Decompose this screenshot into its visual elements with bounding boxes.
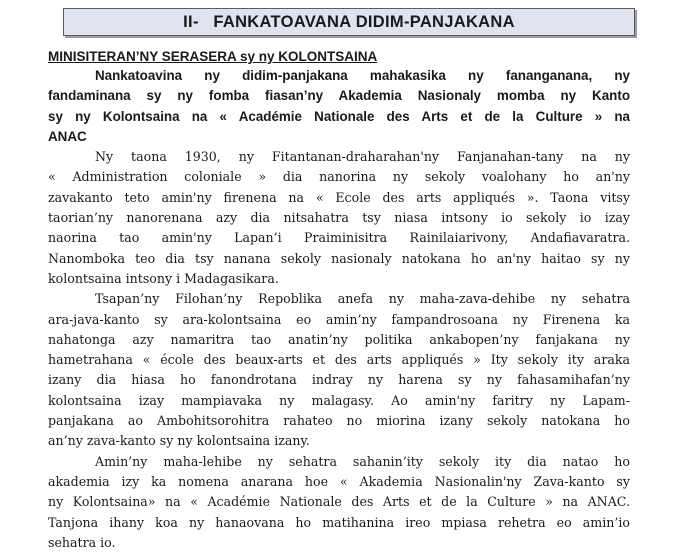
text-line: taorian’ny nanorenana azy dia nitsahatra tsy niasa intsony io sekoly io izay [48,210,630,226]
text-line: « Administration coloniale » dia nanorina ny sekoly voalohany ho an'ny [48,169,630,185]
text-line: Tanjona ihany koa ny hanaovana ho matihanina ireo mpiasa rehetra eo amin’io [48,514,630,530]
section-heading: MINISITERAN’NY SERASERA sy ny KOLONTSAINA [48,49,378,64]
text-line: sehatra io. [48,534,116,550]
text-line: sy ny Kolontsaina na « Académie Nationale des Arts et de la Culture » na [48,108,630,124]
text-line: ny Kolontsaina» na « Académie Nationale des Arts et de la Culture » na ANAC. [48,494,630,510]
text-line: nahatonga azy namaritra tao anatin’ny politika ankabopen’ny fanjakana ny [48,331,630,347]
text-line: panjakana ao Ambohitsorohitra rahateo no miorina izany sekoly natokana ho [48,413,630,429]
text-line: Nanomboka teo dia tsy nanana sekoly nasionaly natokana ho an'ny haitao sy ny [48,250,630,266]
text-line: ANAC [48,128,87,144]
text-line: Tsapan’ny Filohan’ny Repoblika anefa ny maha-zava-dehibe ny sehatra [95,291,630,307]
text-line: kolontsaina intsony i Madagasikara. [48,270,279,286]
text-line: izany dia hiasa ho fanondrotana indray ny harena sy ny fahasamihafan’ny [48,372,630,388]
text-line: an’ny zava-kanto sy ny kolontsaina izany. [48,433,310,449]
text-line: zavakanto teto amin'ny firenena na « Ecole des arts appliqués ». Taona vitsy [48,189,630,205]
text-line: fandaminana sy ny fomba fiasan’ny Akademia Nasionaly momba ny Kanto [48,88,630,104]
text-line: naorina tao amin'ny Lapan’i Praiminisitra Rainilaiarivony, Andafiavaratra. [48,230,630,246]
page-title: II- FANKATOAVANA DIDIM-PANJAKANA [63,8,635,36]
text-line: kolontsaina izay mampiavaka ny malagasy. Ao amin'ny faritry ny Lapam- [48,392,630,408]
text-line: akademia izy ka nomena anarana hoe « Akademia Nasionalin'ny Zava-kanto sy [48,473,630,489]
intro-paragraph [48,66,630,147]
text-line: Ny taona 1930, ny Fitantanan-draharahan'ny Fanjanahan-tany na ny [95,149,630,165]
paragraph-2 [48,289,630,451]
paragraph-3 [48,452,630,553]
text-line: Nankatoavina ny didim-panjakana mahakasika ny fananganana, ny [95,68,630,83]
text-line: hametrahana « école des beaux-arts et des arts appliqués » Ity sekoly ity araka [48,352,630,368]
paragraph-1 [48,147,630,289]
text-line: ara-java-kanto sy ara-kolontsaina eo amin’ny fampandrosoana ny Firenena ka [48,311,630,327]
document-body [48,66,630,553]
text-line: Amin’ny maha-lehibe ny sehatra sahanin’ity sekoly ity dia natao ho [95,453,630,469]
